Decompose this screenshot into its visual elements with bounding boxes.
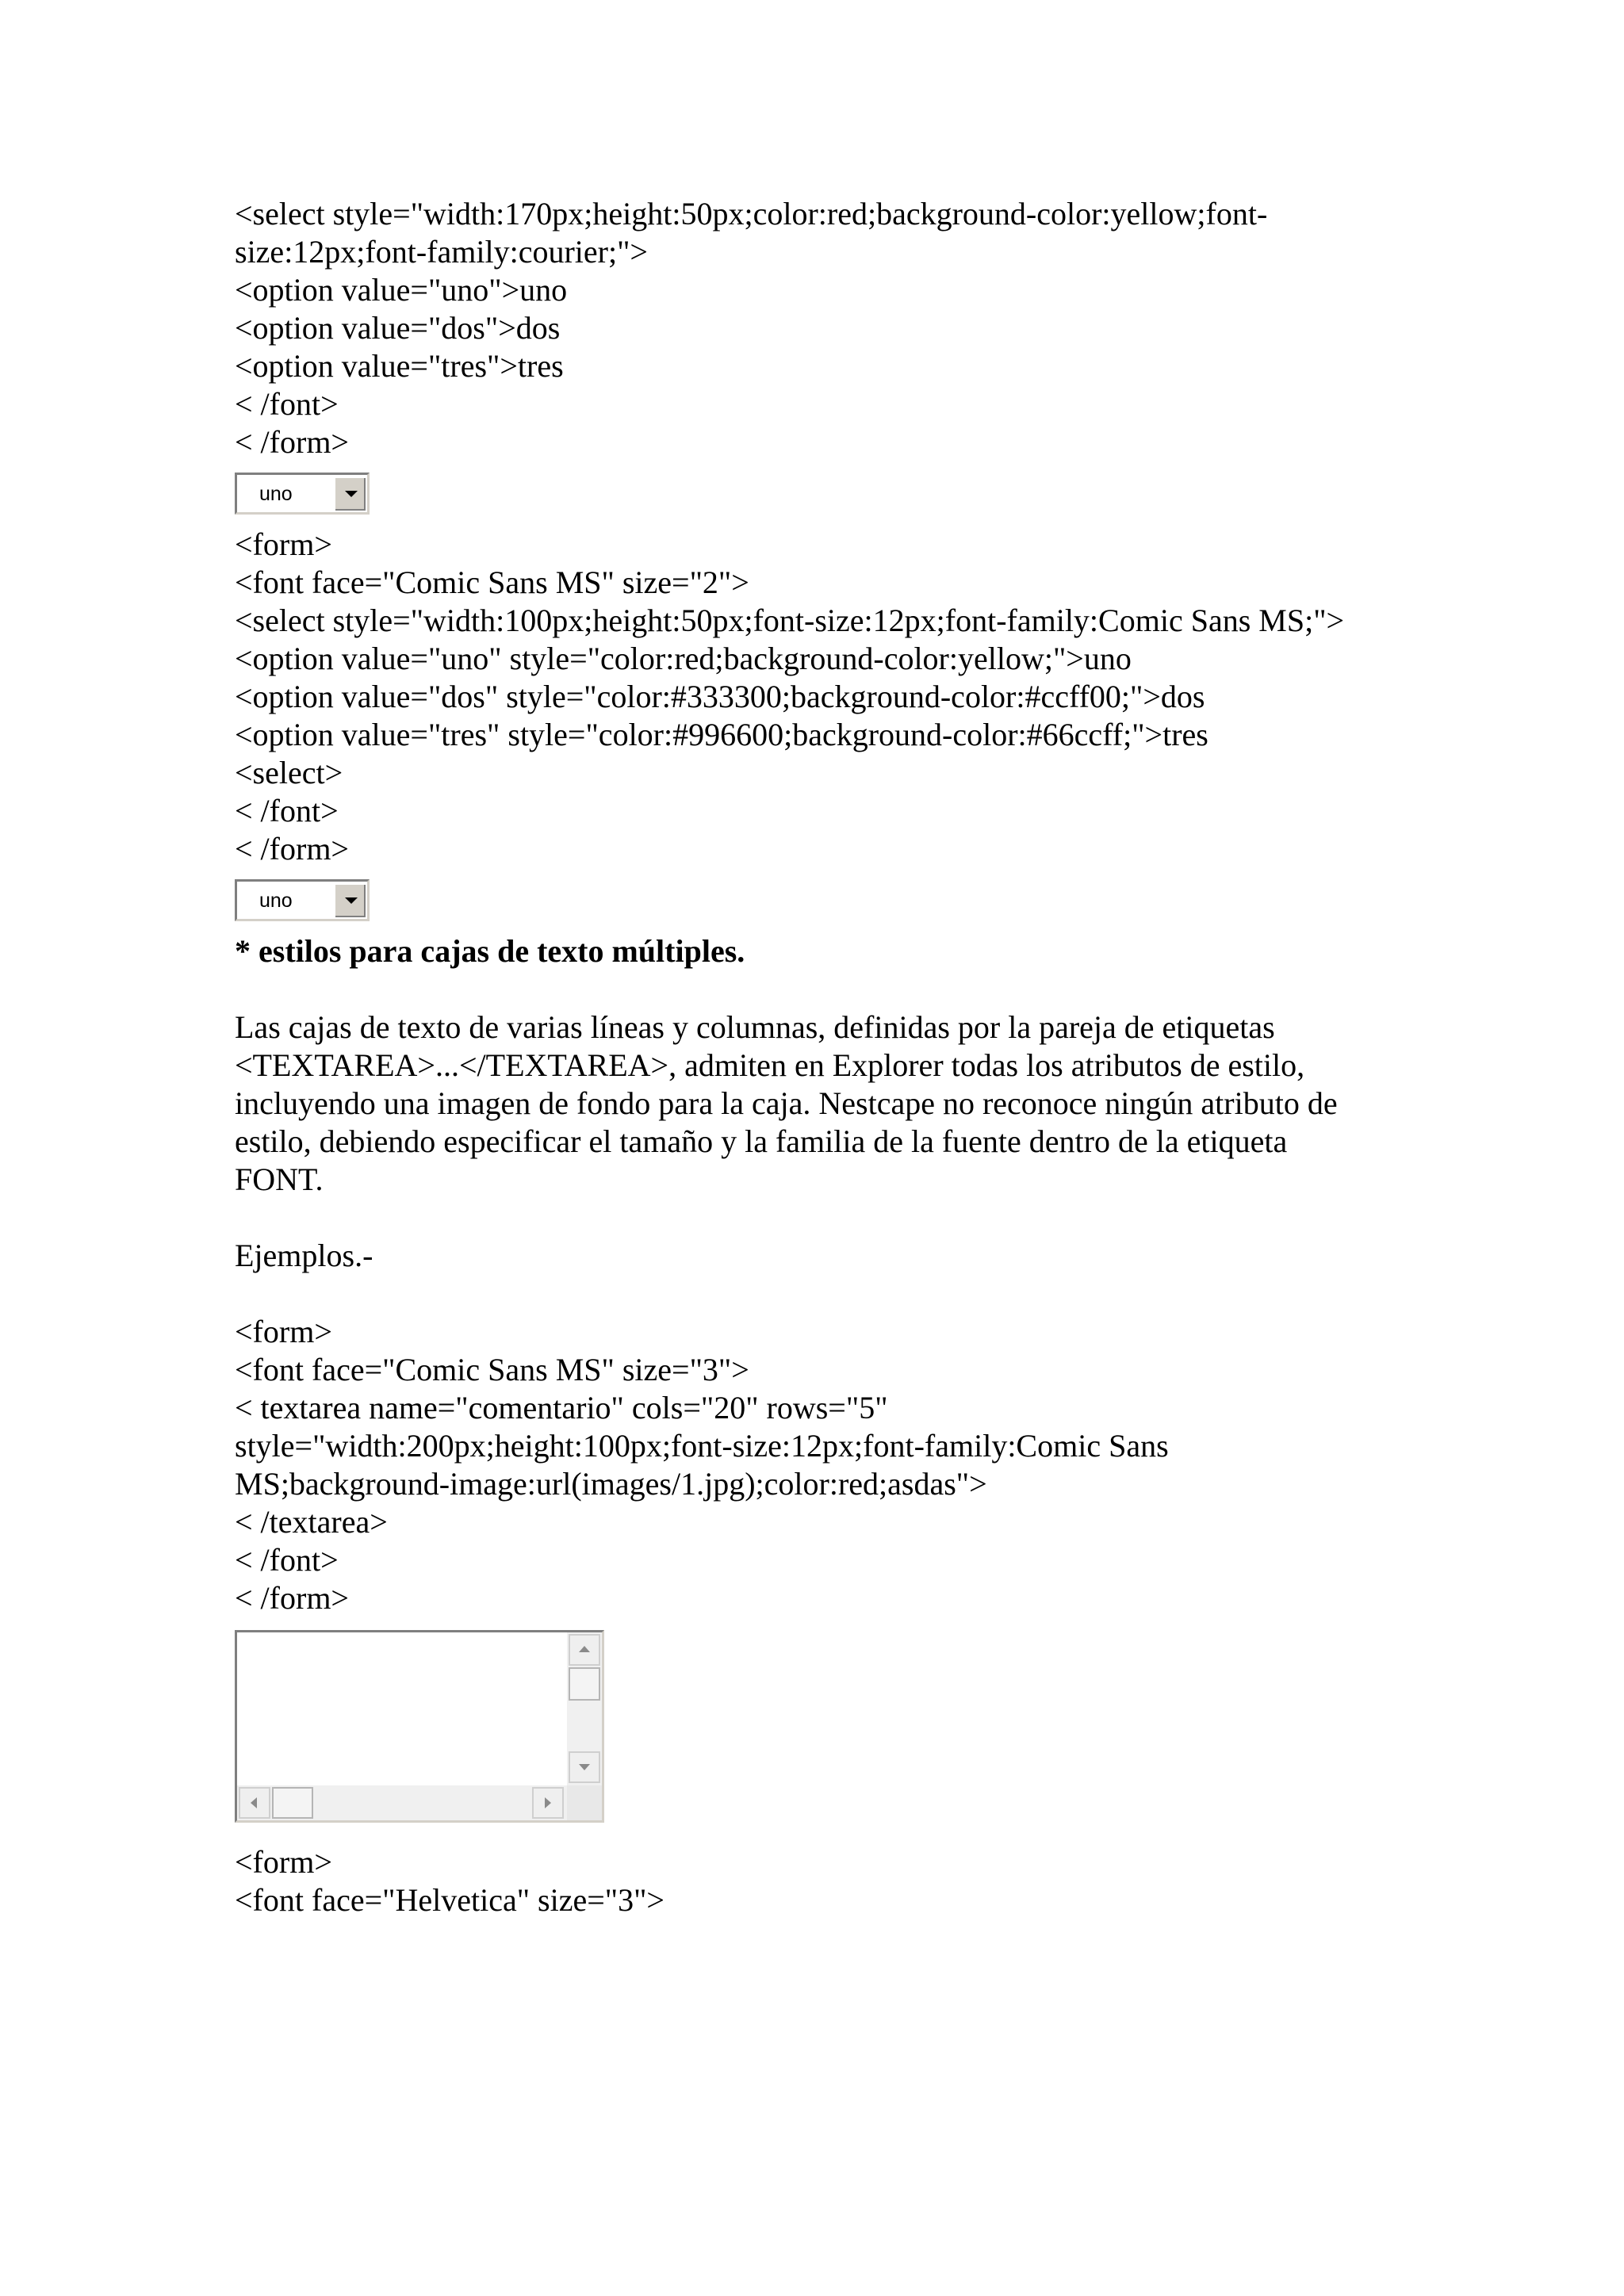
code-line: <font face="Comic Sans MS" size="3"> [235,1352,749,1387]
code-line: < /textarea> [235,1504,388,1540]
select-dropdown-2[interactable] [235,879,370,921]
code-line: < textarea name="comentario" cols="20" rows="5" [235,1390,888,1425]
code-line: < /font> [235,793,339,828]
paragraph-line: <TEXTAREA>...</TEXTAREA>, admiten en Explorer todas los atributos de estilo, [235,1047,1305,1083]
spacer [235,1199,1408,1237]
code-line: <option value="tres" style="color:#996600;background-color:#66ccff;">tres [235,717,1208,752]
code-line: <select style="width:170px;height:50px;color:red;background-color:yellow;font- [235,196,1268,232]
paragraph-line: Las cajas de texto de varias líneas y columnas, definidas por la pareja de etiquetas [235,1009,1275,1045]
code-line: <select style="width:100px;height:50px;font-size:12px;font-family:Comic Sans MS;"> [235,603,1345,638]
chevron-down-icon[interactable] [334,883,366,917]
code-line: <option value="tres">tres [235,348,564,384]
code-line: size:12px;font-family:courier;"> [235,234,648,270]
section-heading: * estilos para cajas de texto múltiples. [235,933,745,969]
document-page [235,195,1408,1919]
code-block-helvetica [235,1843,1408,1919]
select-dropdown-1[interactable] [235,473,370,515]
comment-textarea[interactable] [235,1630,604,1823]
paragraph-line: FONT. [235,1161,324,1197]
code-line: < /form> [235,424,349,460]
scrollbar-corner [567,1785,602,1820]
code-block-select-2 [235,526,1408,868]
code-line: < /form> [235,831,349,867]
code-line: style="width:200px;height:100px;font-size:12px;font-family:Comic Sans [235,1428,1169,1464]
chevron-down-icon[interactable] [334,476,366,511]
code-line: < /form> [235,1580,349,1616]
code-line: <form> [235,1844,332,1880]
code-line: < /font> [235,1542,339,1578]
scroll-up-arrow-icon[interactable] [569,1634,600,1666]
code-line: <font face="Helvetica" size="3"> [235,1882,665,1918]
code-line: <option value="uno" style="color:red;background-color:yellow;">uno [235,641,1132,676]
code-line: <form> [235,1314,332,1349]
code-line: <font face="Comic Sans MS" size="2"> [235,564,749,600]
examples-label: Ejemplos.- [235,1238,373,1273]
select-value: uno [259,483,293,505]
scroll-left-arrow-icon[interactable] [239,1787,270,1819]
scroll-thumb[interactable] [569,1667,600,1701]
code-line: <option value="uno">uno [235,272,568,308]
paragraph [235,1008,1408,1199]
spacer [235,1275,1408,1313]
horizontal-scrollbar[interactable] [237,1785,567,1820]
scroll-down-arrow-icon[interactable] [569,1751,600,1783]
spacer [235,970,1408,1008]
scroll-thumb[interactable] [272,1787,313,1819]
select-value: uno [259,890,293,912]
code-line: MS;background-image:url(images/1.jpg);color:red;asdas"> [235,1466,987,1502]
code-block-select-1 [235,195,1408,461]
vertical-scrollbar[interactable] [567,1632,602,1786]
paragraph-line: incluyendo una imagen de fondo para la caja. Nestcape no reconoce ningún atributo de [235,1085,1338,1121]
paragraph-line: estilo, debiendo especificar el tamaño y la familia de la fuente dentro de la etiqueta [235,1123,1288,1159]
code-line: <form> [235,526,332,562]
code-line: <option value="dos">dos [235,310,561,346]
code-line: <select> [235,755,343,790]
code-line: < /font> [235,386,339,422]
code-block-textarea [235,1313,1408,1617]
scroll-right-arrow-icon[interactable] [532,1787,564,1819]
code-line: <option value="dos" style="color:#333300;background-color:#ccff00;">dos [235,679,1205,714]
